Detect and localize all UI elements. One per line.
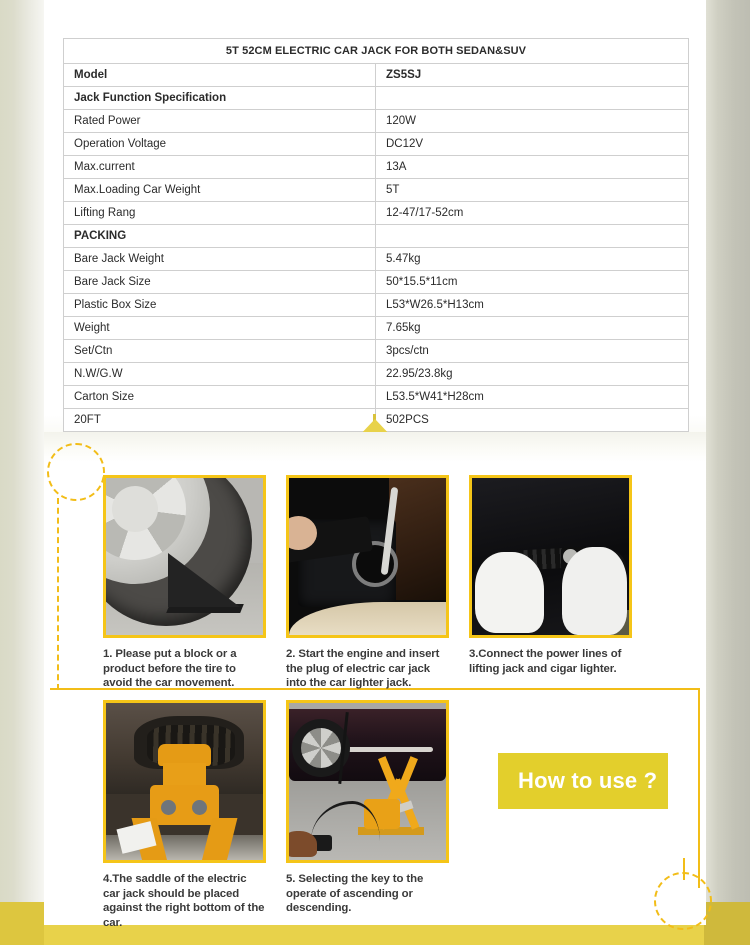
row-label: Max.Loading Car Weight <box>64 179 376 202</box>
table-row <box>64 386 689 409</box>
specification-title: 5T 52CM ELECTRIC CAR JACK FOR BOTH SEDAN&SUV <box>64 39 689 64</box>
left-background-gradient <box>0 0 44 945</box>
table-row <box>64 179 689 202</box>
instruction-steps-row-1 <box>103 475 632 691</box>
specification-table <box>63 38 689 432</box>
row-label: Weight <box>64 317 376 340</box>
row-value: 12-47/17-52cm <box>376 202 689 225</box>
row-value: 5.47kg <box>376 248 689 271</box>
instruction-step <box>286 475 449 691</box>
table-row <box>64 133 689 156</box>
row-value: 22.95/23.8kg <box>376 363 689 386</box>
how-to-use-badge-label: How to use ? <box>518 768 658 793</box>
row-value: 13A <box>376 156 689 179</box>
row-label: Operation Voltage <box>64 133 376 156</box>
instruction-step-caption: 4.The saddle of the electric car jack should be placed against the right bottom of the car. <box>103 873 265 929</box>
instruction-step <box>103 700 266 930</box>
row-label: N.W/G.W <box>64 363 376 386</box>
row-label: Rated Power <box>64 110 376 133</box>
table-row <box>64 363 689 386</box>
row-value: 50*15.5*11cm <box>376 271 689 294</box>
row-value: 3pcs/ctn <box>376 340 689 363</box>
specification-table-body <box>64 39 689 432</box>
instruction-steps-row-2 <box>103 700 449 930</box>
jack-saddle-under-car-photo <box>103 700 266 863</box>
row-label: Model <box>64 64 376 87</box>
row-label: Lifting Rang <box>64 202 376 225</box>
instruction-step <box>469 475 632 691</box>
row-value: 502PCS <box>376 409 689 432</box>
table-row <box>64 202 689 225</box>
table-row <box>64 225 689 248</box>
table-row <box>64 294 689 317</box>
row-label: PACKING <box>64 225 376 248</box>
table-row <box>64 64 689 87</box>
instruction-step <box>103 475 266 691</box>
row-label: Max.current <box>64 156 376 179</box>
instruction-step-caption: 3.Connect the power lines of lifting jack and cigar lighter. <box>469 648 622 675</box>
row-label: Carton Size <box>64 386 376 409</box>
car-lighter-socket-photo <box>286 475 449 638</box>
bottom-band-left-shade <box>0 902 44 945</box>
row-value: L53*W26.5*H13cm <box>376 294 689 317</box>
table-row <box>64 156 689 179</box>
instruction-step <box>286 700 449 930</box>
row-value: 5T <box>376 179 689 202</box>
table-row <box>64 110 689 133</box>
row-label: Bare Jack Size <box>64 271 376 294</box>
dashed-circle-icon-top-left <box>47 443 105 501</box>
table-title-row <box>64 39 689 64</box>
row-value: 7.65kg <box>376 317 689 340</box>
row-label: Bare Jack Weight <box>64 248 376 271</box>
row-label: Plastic Box Size <box>64 294 376 317</box>
table-row <box>64 340 689 363</box>
row-value <box>376 87 689 110</box>
how-to-use-card-fade <box>44 432 706 462</box>
row-value: 120W <box>376 110 689 133</box>
tire-with-wheel-chock-photo <box>103 475 266 638</box>
table-row <box>64 317 689 340</box>
table-row <box>64 87 689 110</box>
row-value: DC12V <box>376 133 689 156</box>
instruction-step-caption: 2. Start the engine and insert the plug of electric car jack into the car lighter jack. <box>286 648 440 690</box>
right-background-gradient <box>704 0 750 945</box>
scissor-jack-lifting-car-photo <box>286 700 449 863</box>
table-row <box>64 271 689 294</box>
yellow-divider-right-edge <box>698 688 700 888</box>
top-white-gap <box>44 0 706 20</box>
row-value: L53.5*W41*H28cm <box>376 386 689 409</box>
dashed-circle-icon-bottom-right <box>654 872 712 930</box>
how-to-use-badge <box>498 753 668 809</box>
instruction-step-caption: 1. Please put a block or a product before the tire to avoid the car movement. <box>103 648 237 690</box>
table-row <box>64 248 689 271</box>
dashed-line-left <box>57 498 59 690</box>
row-label: 20FT <box>64 409 376 432</box>
row-value <box>376 225 689 248</box>
instruction-step-caption: 5. Selecting the key to the operate of ascending or descending. <box>286 873 424 915</box>
row-label: Jack Function Specification <box>64 87 376 110</box>
row-label: Set/Ctn <box>64 340 376 363</box>
row-value: ZS5SJ <box>376 64 689 87</box>
gloved-hands-connectors-photo <box>469 475 632 638</box>
